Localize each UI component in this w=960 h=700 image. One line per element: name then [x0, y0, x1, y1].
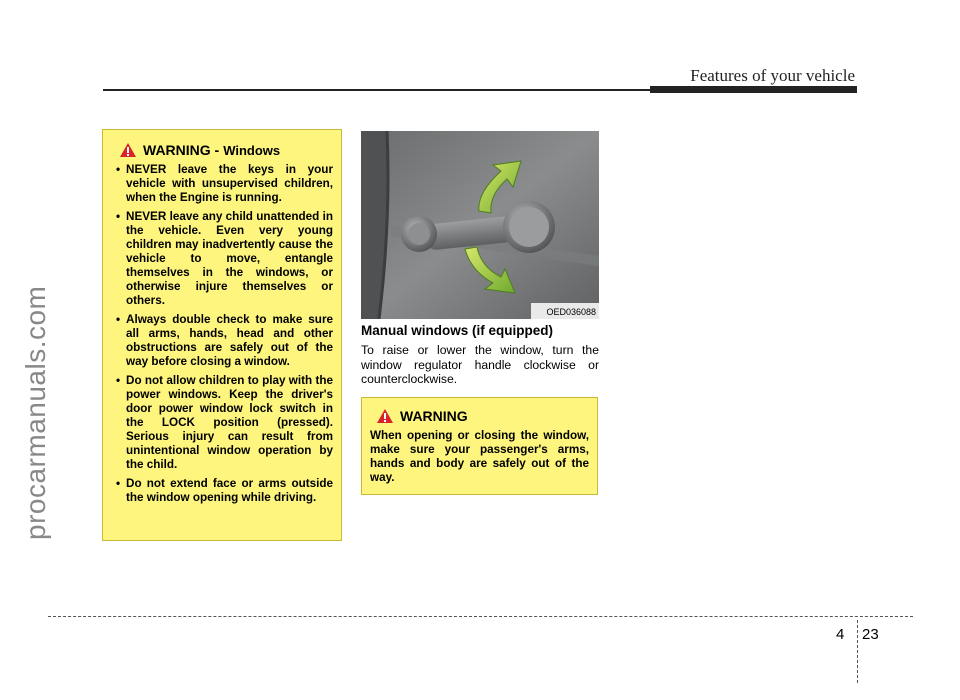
warning-item: • NEVER leave any child unattended in the vehicle. Even very young children may inadvertently cause the vehicle to move, entangle themselves in the windows, or otherwise injure themselves or others.	[113, 210, 333, 308]
warning-triangle-icon	[119, 142, 137, 158]
warning-title-row	[119, 142, 333, 158]
warning-item: • Always double check to make sure all arms, hands, head and other obstructions are safely out of the way before closing a window.	[113, 313, 333, 369]
warning-title: WARNING	[400, 408, 468, 424]
header-rule	[103, 89, 653, 91]
figure-code: OED036088	[546, 307, 596, 317]
section-body: To raise or lower the window, turn the window regulator handle clockwise or counterclockwise.	[361, 343, 599, 386]
warning-list	[113, 163, 333, 505]
warning-item: • Do not allow children to play with the power windows. Keep the driver's door power window lock switch in the LOCK position (pressed). Serious injury can result from unintentional window operation by the child.	[113, 374, 333, 472]
side-watermark: procarmanuals.com	[20, 285, 51, 540]
window-crank-photo	[361, 131, 599, 319]
footer-rule	[48, 616, 913, 617]
warning-box-passengers	[361, 397, 598, 495]
warning-item: • Do not extend face or arms outside the window opening while driving.	[113, 477, 333, 505]
warning-item: • NEVER leave the keys in your vehicle with unsupervised children, when the Engine is running.	[113, 163, 333, 205]
warning-subtitle: Windows	[223, 142, 281, 158]
page-divider	[857, 620, 858, 683]
section-title: Manual windows (if equipped)	[361, 323, 553, 338]
warning-title-row	[376, 408, 589, 424]
header-title: Features of your vehicle	[690, 66, 855, 85]
header-bar	[650, 86, 857, 93]
warning-triangle-icon	[376, 408, 394, 424]
warning-title: WARNING -	[143, 142, 220, 158]
warning-text: When opening or closing the window, make sure your passenger's arms, hands and body are safely out of the way.	[370, 429, 589, 484]
warning-box-windows	[102, 129, 342, 541]
window-crank-handle-icon	[361, 131, 599, 319]
chapter-number: 4	[836, 626, 845, 643]
page-number: 23	[862, 626, 879, 643]
